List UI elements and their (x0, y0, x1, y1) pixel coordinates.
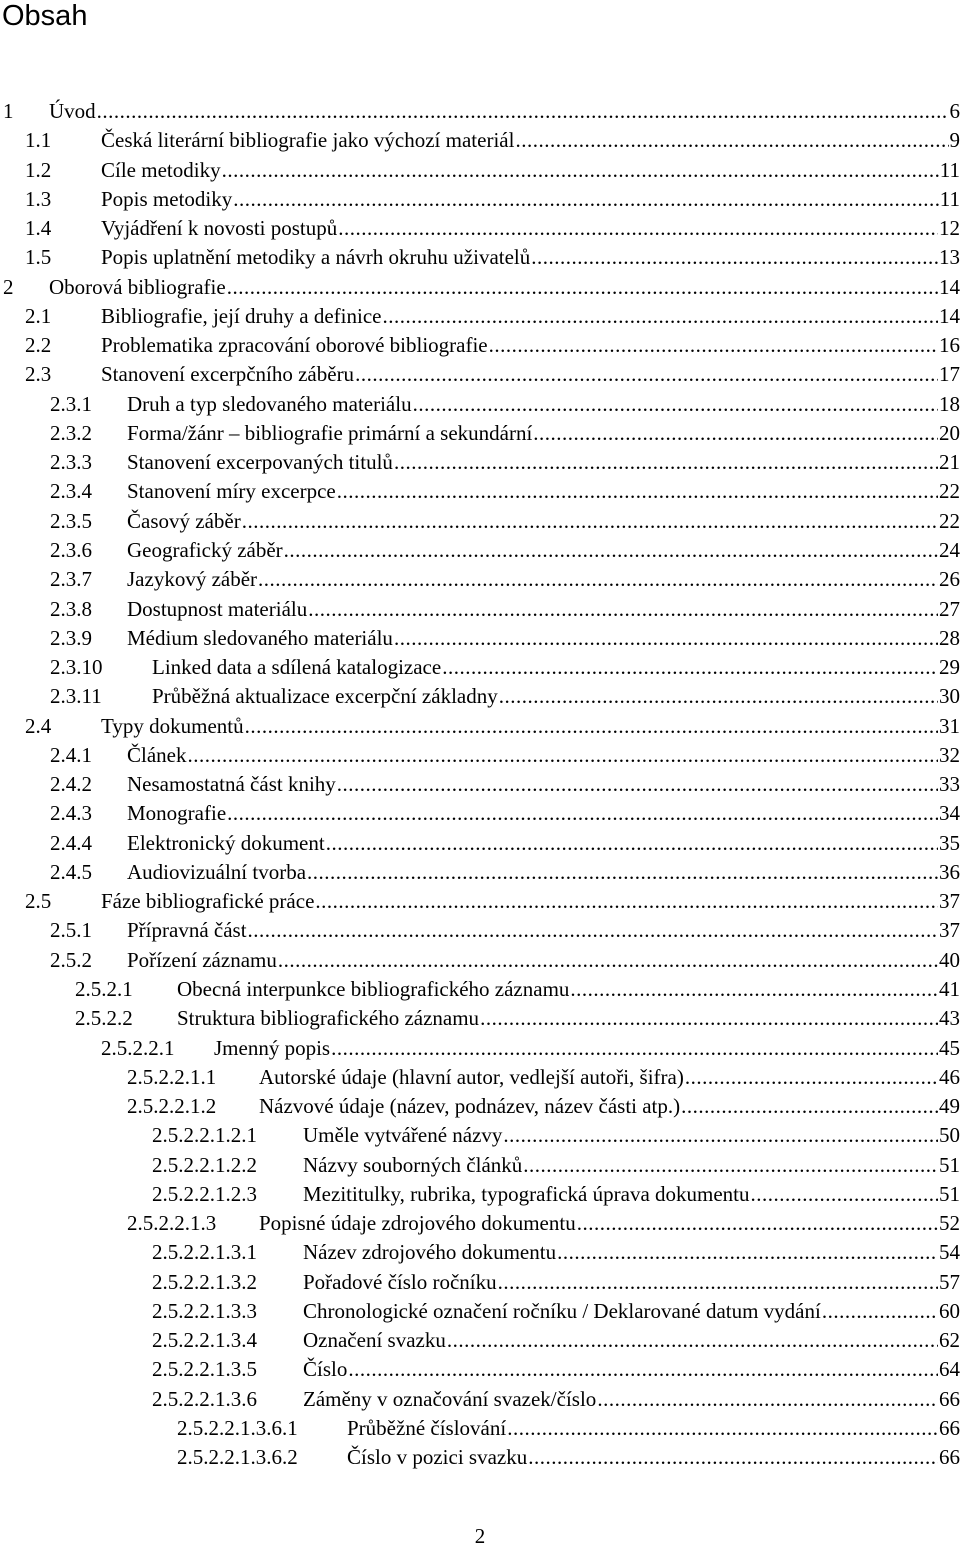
toc-entry[interactable] (0, 1355, 960, 1384)
toc-entry-line (127, 916, 960, 945)
toc-leader-dots (531, 243, 938, 272)
toc-entry-line (127, 448, 960, 477)
toc-entry-page: 27 (939, 596, 960, 621)
toc-entry-title: Typy dokumentů (101, 713, 244, 738)
toc-entry-page: 45 (939, 1035, 960, 1060)
toc-entry-title: Číslo v pozici svazku (347, 1445, 528, 1470)
toc-entry-page: 14 (939, 274, 960, 299)
toc-entry-title: Popisné údaje zdrojového dokumentu (259, 1211, 576, 1236)
toc-leader-dots (751, 1180, 938, 1209)
toc-entry-line (127, 799, 960, 828)
toc-entry-page: 20 (939, 420, 960, 445)
toc-entry-line (303, 1385, 960, 1414)
toc-entry[interactable] (0, 712, 960, 741)
toc-entry-title: Audiovizuální tvorba (127, 859, 307, 884)
toc-entry-page: 13 (939, 245, 960, 270)
toc-entry-line (101, 185, 960, 214)
toc-entry[interactable] (0, 946, 960, 975)
toc-entry-line (101, 243, 960, 272)
toc-entry-line (101, 302, 960, 331)
toc-entry-page: 18 (939, 391, 960, 416)
toc-leader-dots (498, 1268, 938, 1297)
toc-entry-number: 1.5 (25, 245, 52, 270)
toc-entry-number: 2.3 (25, 362, 52, 387)
toc-entry-line (49, 97, 960, 126)
toc-entry-title: Pořadové číslo ročníku (303, 1269, 497, 1294)
toc-entry-page: 36 (939, 859, 960, 884)
toc-entry[interactable] (0, 1238, 960, 1267)
toc-entry-page: 16 (939, 333, 960, 358)
toc-entry-number: 2.5.2.2.1.2.2 (152, 1152, 257, 1177)
toc-entry-title: Bibliografie, její druhy a definice (101, 303, 382, 328)
toc-entry-number: 2.5.2.2.1.2.3 (152, 1181, 257, 1206)
toc-entry[interactable] (0, 273, 960, 302)
toc-entry-line (49, 273, 960, 302)
toc-leader-dots (248, 916, 938, 945)
toc-entry-title: Pořízení záznamu (127, 947, 277, 972)
toc-entry-title: Uměle vytvářené názvy (303, 1123, 503, 1148)
toc-entry[interactable] (0, 1209, 960, 1238)
toc-entry[interactable] (0, 97, 960, 126)
toc-entry[interactable] (0, 1034, 960, 1063)
toc-entry-number: 2.5.2.2.1 (101, 1035, 175, 1060)
toc-entry-title: Názvové údaje (název, podnázev, název části atp.) (259, 1094, 681, 1119)
toc-entry-line (303, 1297, 960, 1326)
toc-entry-title: Obecná interpunkce bibliografického záznamu (177, 976, 570, 1001)
toc-entry-line (101, 712, 960, 741)
toc-entry-line (127, 507, 960, 536)
toc-leader-dots (222, 156, 939, 185)
toc-entry-line (127, 829, 960, 858)
toc-entry[interactable] (0, 126, 960, 155)
toc-entry-line (303, 1326, 960, 1355)
toc-entry[interactable] (0, 360, 960, 389)
toc-entry-title: Záměny v označování svazek/číslo (303, 1386, 597, 1411)
toc-entry-number: 2.5.2.2.1.3.6.2 (177, 1445, 298, 1470)
toc-entry[interactable] (0, 1004, 960, 1033)
toc-entry-page: 46 (939, 1064, 960, 1089)
toc-entry-number: 2.5.1 (50, 918, 92, 943)
toc-entry-number: 2.2 (25, 333, 52, 358)
toc-entry-title: Stanovení excerpčního záběru (101, 362, 355, 387)
toc-entry[interactable] (0, 331, 960, 360)
toc-entry[interactable] (0, 1443, 960, 1472)
toc-entry-page: 28 (939, 625, 960, 650)
toc-entry-number: 1.4 (25, 216, 52, 241)
toc-entry-page: 6 (949, 99, 960, 123)
toc-entry-title: Označení svazku (303, 1328, 446, 1353)
toc-leader-dots (307, 858, 938, 887)
toc-entry-page: 11 (939, 157, 960, 182)
toc-entry-page: 66 (939, 1386, 960, 1411)
toc-entry-line (127, 858, 960, 887)
toc-entry[interactable] (0, 916, 960, 945)
toc-leader-dots (515, 126, 948, 155)
toc-entry-title: Jazykový záběr (127, 567, 258, 592)
toc-entry-page: 40 (939, 947, 960, 972)
toc-entry[interactable] (0, 448, 960, 477)
toc-entry-line (127, 390, 960, 419)
toc-leader-dots (284, 536, 938, 565)
toc-entry-line (177, 975, 960, 1004)
toc-leader-dots (499, 682, 938, 711)
toc-entry-title: Médium sledovaného materiálu (127, 625, 393, 650)
toc-leader-dots (331, 1034, 938, 1063)
toc-entry[interactable] (0, 1063, 960, 1092)
toc-entry-line (347, 1414, 960, 1443)
toc-entry[interactable] (0, 799, 960, 828)
toc-entry-page: 17 (939, 362, 960, 387)
toc-entry-number: 2.5.2.2.1.3.5 (152, 1357, 257, 1382)
toc-entry-number: 2.1 (25, 303, 52, 328)
toc-entry-line (303, 1268, 960, 1297)
toc-entry-number: 2.5.2.2.1.3.1 (152, 1240, 257, 1265)
toc-leader-dots (413, 390, 938, 419)
toc-entry-page: 51 (939, 1181, 960, 1206)
toc-entry-number: 2.5.2.2.1.3.4 (152, 1328, 257, 1353)
toc-entry-page: 11 (939, 186, 960, 211)
toc-entry-line (303, 1238, 960, 1267)
toc-entry-line (127, 419, 960, 448)
toc-entry-number: 2.3.7 (50, 567, 92, 592)
toc-leader-dots (227, 799, 938, 828)
toc-entry-page: 30 (939, 684, 960, 709)
page-number: 2 (474, 1524, 486, 1548)
toc-entry-title: Stanovení míry excerpce (127, 479, 336, 504)
toc-entry-line (101, 360, 960, 389)
toc-entry[interactable] (0, 1092, 960, 1121)
toc-entry[interactable] (0, 624, 960, 653)
toc-leader-dots (97, 97, 949, 126)
toc-entry-page: 9 (949, 128, 960, 153)
toc-entry-line (101, 126, 960, 155)
toc-entry-page: 22 (939, 508, 960, 533)
toc-leader-dots (447, 1326, 938, 1355)
toc-entry-number: 2.3.3 (50, 450, 92, 475)
toc-entry-page: 41 (939, 976, 960, 1001)
toc-entry[interactable] (0, 1297, 960, 1326)
toc-entry-number: 2.5.2.1 (75, 976, 133, 1001)
toc-entry-page: 50 (939, 1123, 960, 1148)
toc-entry[interactable] (0, 1121, 960, 1150)
toc-entry-number: 2 (3, 274, 14, 299)
toc-entry-title: Popis metodiky (101, 186, 233, 211)
toc-entry-page: 51 (939, 1152, 960, 1177)
toc-leader-dots (394, 448, 938, 477)
toc-entry-title: Linked data a sdílená katalogizace (152, 655, 442, 680)
toc-entry[interactable] (0, 653, 960, 682)
toc-entry-number: 2.3.1 (50, 391, 92, 416)
toc-entry-title: Struktura bibliografického záznamu (177, 1006, 480, 1031)
toc-entry-line (152, 653, 960, 682)
toc-entry-number: 2.5.2.2.1.3.6.1 (177, 1415, 298, 1440)
toc-entry-number: 2.3.5 (50, 508, 92, 533)
toc-entry-number: 1 (3, 99, 14, 123)
toc-entry-title: Mezititulky, rubrika, typografická úprava dokumentu (303, 1181, 750, 1206)
toc-entry-number: 2.4.2 (50, 772, 92, 797)
toc-leader-dots (348, 1355, 938, 1384)
toc-leader-dots (383, 302, 939, 331)
toc-entry-page: 21 (939, 450, 960, 475)
toc-entry-line (303, 1355, 960, 1384)
toc-entry-page: 29 (939, 655, 960, 680)
toc-leader-dots (337, 770, 938, 799)
toc-entry[interactable] (0, 185, 960, 214)
toc-entry-number: 2.5.2 (50, 947, 92, 972)
toc-entry-number: 2.5 (25, 889, 52, 914)
toc-entry-page: 49 (939, 1094, 960, 1119)
toc-entry-title: Časový záběr (127, 508, 241, 533)
toc-entry-number: 2.4.1 (50, 742, 92, 767)
toc-entry[interactable] (0, 595, 960, 624)
toc-entry-title: Stanovení excerpovaných titulů (127, 450, 393, 475)
toc-leader-dots (337, 477, 938, 506)
toc-entry[interactable] (0, 770, 960, 799)
toc-entry-title: Číslo (303, 1357, 348, 1382)
toc-leader-dots (523, 1151, 938, 1180)
toc-entry-page: 54 (939, 1240, 960, 1265)
toc-entry-line (127, 770, 960, 799)
toc-leader-dots (507, 1414, 938, 1443)
toc-entry[interactable] (0, 887, 960, 916)
toc-entry-line (177, 1004, 960, 1033)
toc-entry[interactable] (0, 829, 960, 858)
toc-entry-title: Cíle metodiky (101, 157, 221, 182)
toc-entry-line (259, 1092, 960, 1121)
toc-entry-line (303, 1121, 960, 1150)
toc-leader-dots (355, 360, 938, 389)
toc-entry-number: 2.3.10 (50, 655, 103, 680)
toc-entry-number: 1.2 (25, 157, 52, 182)
toc-entry-page: 34 (939, 801, 960, 826)
toc-entry-line (214, 1034, 960, 1063)
toc-entry-title: Popis uplatnění metodiky a návrh okruhu uživatelů (101, 245, 531, 270)
page-title: Obsah (2, 0, 88, 32)
toc-entry-number: 2.5.2.2.1.3.6 (152, 1386, 257, 1411)
toc-entry-title: Úvod (49, 99, 96, 123)
toc-leader-dots (394, 624, 938, 653)
toc-entry-line (303, 1180, 960, 1209)
toc-leader-dots (242, 507, 938, 536)
toc-leader-dots (681, 1092, 938, 1121)
toc-leader-dots (577, 1209, 938, 1238)
toc-entry[interactable] (0, 536, 960, 565)
toc-entry-title: Autorské údaje (hlavní autor, vedlejší autoři, šifra) (259, 1064, 684, 1089)
toc-leader-dots (338, 214, 938, 243)
toc-entry[interactable] (0, 741, 960, 770)
toc-entry-page: 22 (939, 479, 960, 504)
toc-entry-page: 52 (939, 1211, 960, 1236)
toc-entry[interactable] (0, 243, 960, 272)
toc-entry-title: Jmenný popis (214, 1035, 331, 1060)
toc-leader-dots (557, 1238, 938, 1267)
toc-entry-page: 64 (939, 1357, 960, 1382)
toc-entry[interactable] (0, 1385, 960, 1414)
toc-entry[interactable] (0, 214, 960, 243)
toc-entry-number: 2.5.2.2.1.3 (127, 1211, 217, 1236)
toc-leader-dots (822, 1297, 938, 1326)
toc-entry[interactable] (0, 1180, 960, 1209)
toc-entry-line (127, 595, 960, 624)
toc-entry-title: Přípravná část (127, 918, 247, 943)
toc-entry-number: 2.4 (25, 713, 52, 738)
toc-entry-line (303, 1151, 960, 1180)
toc-leader-dots (315, 887, 938, 916)
toc-entry[interactable] (0, 1151, 960, 1180)
toc-entry-line (347, 1443, 960, 1472)
toc-entry-page: 12 (939, 216, 960, 241)
toc-entry-page: 35 (939, 830, 960, 855)
toc-entry-page: 33 (939, 772, 960, 797)
toc-entry-title: Fáze bibliografické práce (101, 889, 315, 914)
toc-entry-title: Chronologické označení ročníku / Deklarované datum vydání (303, 1298, 821, 1323)
toc-leader-dots (597, 1385, 938, 1414)
toc-entry-title: Průběžná aktualizace excerpční základny (152, 684, 498, 709)
toc-leader-dots (233, 185, 939, 214)
toc-entry-number: 2.3.9 (50, 625, 92, 650)
toc-entry-number: 2.4.3 (50, 801, 92, 826)
toc-entry-page: 62 (939, 1328, 960, 1353)
toc-leader-dots (489, 331, 938, 360)
toc-entry-line (101, 887, 960, 916)
toc-leader-dots (258, 565, 938, 594)
toc-entry[interactable] (0, 1326, 960, 1355)
toc-entry[interactable] (0, 507, 960, 536)
toc-entry-line (152, 682, 960, 711)
toc-entry-number: 2.3.11 (50, 684, 102, 709)
toc-entry-number: 2.5.2.2.1.3.3 (152, 1298, 257, 1323)
toc-entry-number: 2.3.4 (50, 479, 92, 504)
toc-leader-dots (442, 653, 938, 682)
toc-entry[interactable] (0, 975, 960, 1004)
toc-leader-dots (533, 419, 938, 448)
toc-entry-number: 2.3.8 (50, 596, 92, 621)
toc-leader-dots (245, 712, 938, 741)
toc-leader-dots (685, 1063, 938, 1092)
toc-entry-page: 31 (939, 713, 960, 738)
toc-entry-page: 60 (939, 1298, 960, 1323)
toc-entry-number: 2.4.4 (50, 830, 92, 855)
toc-entry-number: 2.5.2.2.1.1 (127, 1064, 217, 1089)
toc-entry-line (127, 946, 960, 975)
toc-entry-line (259, 1209, 960, 1238)
toc-entry-title: Geografický záběr (127, 537, 283, 562)
toc-entry-page: 37 (939, 889, 960, 914)
table-of-contents (0, 97, 960, 1472)
toc-entry[interactable] (0, 1414, 960, 1443)
toc-entry-line (127, 565, 960, 594)
toc-entry-number: 2.3.2 (50, 420, 92, 445)
toc-entry-line (127, 536, 960, 565)
toc-leader-dots (278, 946, 938, 975)
toc-entry-line (101, 331, 960, 360)
toc-entry[interactable] (0, 156, 960, 185)
toc-entry-number: 2.4.5 (50, 859, 92, 884)
toc-entry-title: Nesamostatná část knihy (127, 772, 336, 797)
toc-entry-line (101, 156, 960, 185)
toc-entry-number: 2.3.6 (50, 537, 92, 562)
toc-entry[interactable] (0, 302, 960, 331)
toc-entry-line (101, 214, 960, 243)
toc-entry-page: 66 (939, 1415, 960, 1440)
toc-entry-line (127, 741, 960, 770)
toc-entry[interactable] (0, 419, 960, 448)
toc-entry-title: Druh a typ sledovaného materiálu (127, 391, 412, 416)
toc-entry-number: 2.5.2.2 (75, 1006, 133, 1031)
toc-entry-page: 43 (939, 1006, 960, 1031)
toc-entry-number: 2.5.2.2.1.3.2 (152, 1269, 257, 1294)
toc-entry-title: Oborová bibliografie (49, 274, 226, 299)
toc-entry-number: 1.1 (25, 128, 52, 153)
toc-entry[interactable] (0, 477, 960, 506)
toc-entry-title: Forma/žánr – bibliografie primární a sekundární (127, 420, 533, 445)
toc-entry[interactable] (0, 565, 960, 594)
toc-entry[interactable] (0, 1268, 960, 1297)
toc-leader-dots (308, 595, 938, 624)
toc-entry-title: Článek (127, 742, 187, 767)
toc-entry-page: 57 (939, 1269, 960, 1294)
toc-leader-dots (528, 1443, 938, 1472)
toc-leader-dots (326, 829, 938, 858)
toc-leader-dots (227, 273, 938, 302)
toc-entry-line (127, 477, 960, 506)
toc-entry-title: Název zdrojového dokumentu (303, 1240, 557, 1265)
toc-leader-dots (480, 1004, 938, 1033)
toc-entry-title: Dostupnost materiálu (127, 596, 308, 621)
toc-entry[interactable] (0, 682, 960, 711)
toc-entry-page: 24 (939, 537, 960, 562)
toc-entry-number: 1.3 (25, 186, 52, 211)
toc-entry-line (259, 1063, 960, 1092)
toc-entry-line (127, 624, 960, 653)
toc-entry-page: 14 (939, 303, 960, 328)
toc-entry-number: 2.5.2.2.1.2.1 (152, 1123, 257, 1148)
toc-entry-page: 66 (939, 1445, 960, 1470)
toc-leader-dots (187, 741, 938, 770)
toc-entry-page: 37 (939, 918, 960, 943)
toc-entry-title: Průběžné číslování (347, 1415, 507, 1440)
toc-entry-page: 32 (939, 742, 960, 767)
toc-entry-title: Vyjádření k novosti postupů (101, 216, 338, 241)
toc-entry-number: 2.5.2.2.1.2 (127, 1094, 217, 1119)
toc-entry-title: Monografie (127, 801, 227, 826)
toc-entry-title: Elektronický dokument (127, 830, 325, 855)
toc-entry-title: Česká literární bibliografie jako výchozí materiál (101, 128, 515, 153)
toc-entry-title: Problematika zpracování oborové bibliografie (101, 333, 488, 358)
toc-entry[interactable] (0, 390, 960, 419)
toc-entry[interactable] (0, 858, 960, 887)
toc-leader-dots (503, 1121, 938, 1150)
toc-entry-title: Názvy souborných článků (303, 1152, 523, 1177)
toc-entry-page: 26 (939, 567, 960, 592)
toc-leader-dots (570, 975, 938, 1004)
